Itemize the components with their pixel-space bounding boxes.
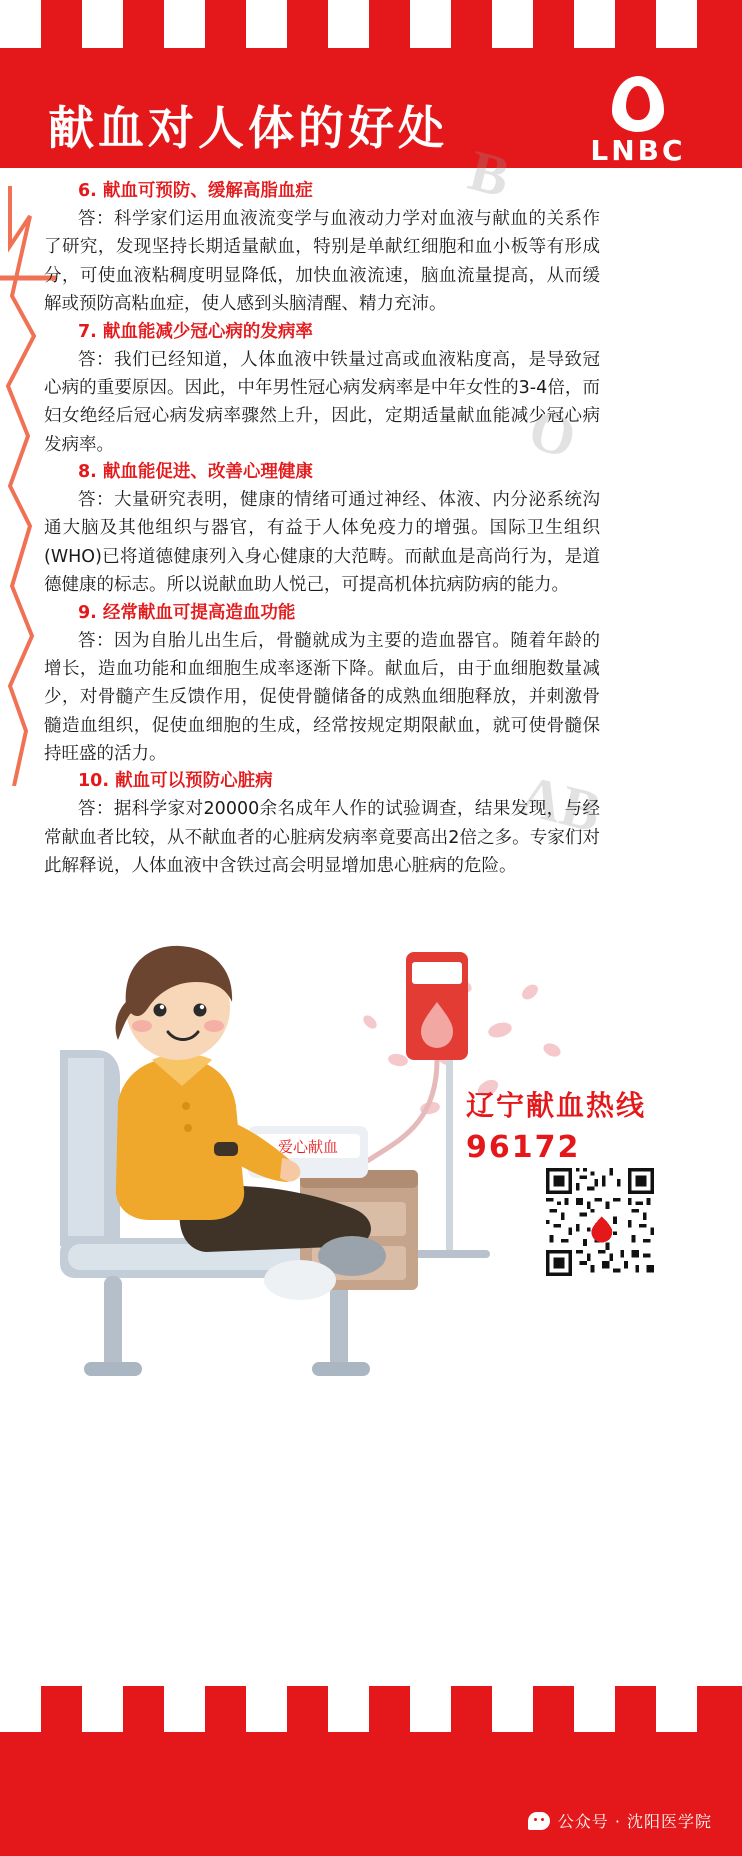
hotline-block xyxy=(466,1084,716,1165)
section-answer: 答：因为自胎儿出生后，骨髓就成为主要的造血器官。随着年龄的增长，造血功能和血细胞生成率逐渐下降。献血后，由于血细胞数量减少，对骨髓产生反馈作用，促使骨髓储备的成熟血细胞释放，并刺激骨髓造血组织，促使血细胞的生成，经常按规定期限献血，就可使骨髓保持旺盛的活力。 xyxy=(44,630,600,764)
brand-name: LNBC xyxy=(590,134,686,167)
page-title: 献血对人体的好处 xyxy=(48,101,448,155)
blood-drop-flame-icon xyxy=(612,76,664,132)
section-answer: 答：大量研究表明，健康的情绪可通过神经、体液、内分泌系统沟通大脑及其他组织与器官，有益于人体免疫力的增强。国际卫生组织(WHO)已将道德健康列入身心健康的大范畴。而献血是高尚行为，是道德健康的标志。所以说献血助人悦己，可提高机体抗病防病的能力。 xyxy=(44,490,600,596)
section-question: 6. 献血可预防、缓解高脂血症 xyxy=(78,181,313,201)
footer-banner xyxy=(0,1686,742,1856)
title-wrap xyxy=(0,86,742,168)
section-question: 8. 献血能促进、改善心理健康 xyxy=(78,462,313,482)
section-question: 10. 献血可以预防心脏病 xyxy=(78,771,273,792)
footer-credit xyxy=(528,1809,712,1832)
footer-text: 公众号 · 沈阳医学院 xyxy=(557,1812,712,1831)
watermark-letter-o: O xyxy=(522,396,583,471)
article-body xyxy=(44,178,600,881)
hotline-number: 96172 xyxy=(466,1130,581,1165)
section-question: 7. 献血能减少冠心病的发病率 xyxy=(78,321,313,342)
section-answer: 答：科学家们运用血液流变学与血液动力学对血液与献血的关系作了研究，发现坚持长期适量献血，特别是单献红细胞和血小板等有形成分，可使血液粘稠度明显降低，加快血液流速，脑血流量提高，从而缓解或预防高粘血症，使人感到头脑清醒、精力充沛。 xyxy=(44,209,600,315)
section-answer: 答：我们已经知道，人体血液中铁量过高或血液粘度高，是导致冠心病的重要原因。因此，中年男性冠心病发病率是中年女性的3-4倍，而妇女绝经后冠心病发病率骤然上升，因此，定期适量献血能减少冠心病发病率。 xyxy=(44,349,600,455)
svg-text:爱心献血: 爱心献血 xyxy=(277,1138,339,1156)
footer-tooth-pattern xyxy=(0,1686,742,1732)
wechat-icon xyxy=(528,1812,550,1830)
header-tooth-pattern xyxy=(0,0,742,48)
brand-logo xyxy=(566,76,706,180)
watermark-letter-b: B xyxy=(462,137,516,210)
qr-code[interactable] xyxy=(546,1168,654,1276)
watermark-letter-ab: AB xyxy=(513,762,608,845)
header-banner xyxy=(0,0,742,168)
section-answer: 答：据科学家对20000余名成年人作的试验调查，结果发现，与经常献血者比较，从不献血者的心脏病发病率竟要高出2倍之多。专家们对此解释说，人体血液中含铁过高会明显增加患心脏病的危险。 xyxy=(44,799,600,877)
hotline-label: 辽宁献血热线 xyxy=(466,1089,647,1122)
section-question: 9. 经常献血可提高造血功能 xyxy=(78,602,296,623)
